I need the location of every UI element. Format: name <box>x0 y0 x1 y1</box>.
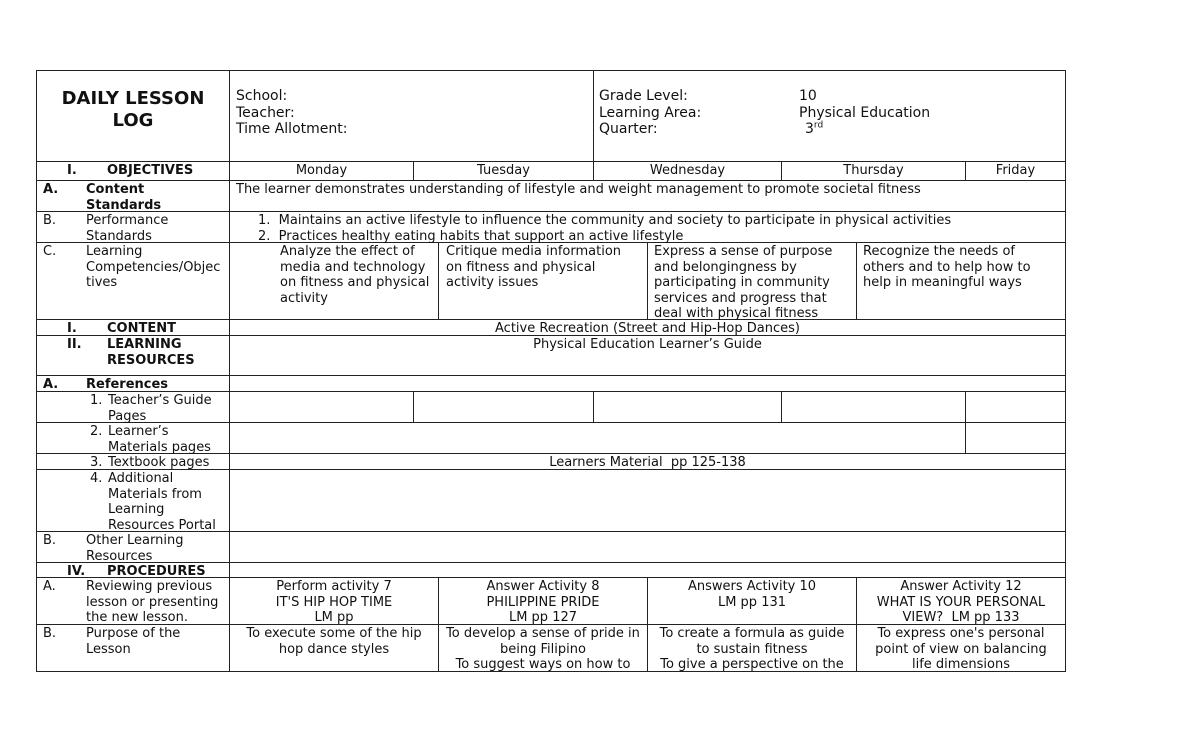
row-line <box>36 375 1066 376</box>
label-line: Learner’s <box>108 424 169 439</box>
text-line: help in meaningful ways <box>863 275 1022 290</box>
page-title <box>37 88 229 132</box>
text-line: IT'S HIP HOP TIME <box>275 594 393 610</box>
label-line: the new lesson. <box>86 610 188 625</box>
day-thursday: Thursday <box>843 163 904 178</box>
teachers-guide-label <box>108 393 212 424</box>
label-line: Learning <box>86 244 143 259</box>
content-label: CONTENT <box>107 321 176 336</box>
label-line: Pages <box>108 408 147 424</box>
learning-area-value: Physical Education <box>799 104 931 121</box>
label-line: Purpose of the <box>86 626 181 641</box>
label-line: Standards <box>86 228 152 244</box>
text-line: To execute some of the hip <box>246 626 422 641</box>
label-line: Standards <box>86 197 162 213</box>
text-line: others and to help how to <box>863 259 1031 275</box>
teacher-label: Teacher: <box>236 104 295 121</box>
text-line: To create a formula as guide <box>659 626 845 641</box>
label-line: Teacher’s Guide <box>108 393 212 408</box>
title-line: DAILY LESSON <box>61 88 205 109</box>
label-line: tives <box>86 275 118 290</box>
purpose-monday <box>230 626 438 657</box>
learning-resources-value: Physical Education Learner’s Guide <box>533 337 762 352</box>
text-line: LM pp 131 <box>717 594 787 610</box>
row-line <box>36 319 1066 320</box>
objectives-label: OBJECTIVES <box>107 163 194 178</box>
text-line: LM pp <box>314 610 354 625</box>
label-line: Competencies/Objec <box>86 259 221 275</box>
text-line: To express one's personal <box>877 626 1045 641</box>
additional-materials-label <box>108 471 216 533</box>
list-item-num: 2. <box>258 228 271 244</box>
label-line: Materials pages <box>108 439 211 455</box>
review-label <box>86 579 218 626</box>
col-line <box>781 391 782 423</box>
quarter-ordinal: rd <box>813 120 824 131</box>
performance-standards-letter: B. <box>43 213 57 228</box>
performance-standards-label <box>86 213 168 244</box>
references-label: References <box>86 377 169 392</box>
other-resources-letter: B. <box>43 533 57 548</box>
grade-info-values <box>799 88 930 138</box>
teachers-guide-num: 1. <box>90 393 103 408</box>
purpose-label <box>86 626 180 657</box>
text-line: activity issues <box>446 275 539 290</box>
day-tuesday: Tuesday <box>477 163 530 178</box>
purpose-letter: B. <box>43 626 57 641</box>
list-item-num: 1. <box>258 213 271 228</box>
text-line: To give a perspective on the <box>660 657 844 672</box>
col-line <box>856 242 857 320</box>
text-line: services and progress that <box>654 290 827 306</box>
text-line: Critique media information <box>446 244 622 259</box>
border-top <box>36 70 1066 71</box>
grade-level-label: Grade Level: <box>599 88 688 104</box>
text-line: being Filipino <box>500 641 586 657</box>
text-line: to sustain fitness <box>696 641 808 657</box>
references-letter: A. <box>43 377 59 392</box>
list-item <box>258 213 951 229</box>
text-line: VIEW? LM pp 133 <box>902 610 1020 625</box>
objectives-num: I. <box>67 163 77 178</box>
row-line <box>36 562 1066 563</box>
other-resources-label <box>86 533 183 564</box>
learning-resources-num: II. <box>67 337 82 352</box>
quarter-number: 3 <box>805 121 814 137</box>
text-line: and belongingness by <box>654 259 797 275</box>
quarter-value <box>799 121 930 138</box>
school-label: School: <box>236 88 288 104</box>
label-line: Other Learning <box>86 533 184 548</box>
purpose-thursday <box>857 626 1065 673</box>
text-line: Answer Activity 8 <box>486 579 600 594</box>
col-line <box>593 70 594 162</box>
learning-resources-label <box>107 337 195 368</box>
title-line: LOG <box>112 110 154 131</box>
procedures-num: IV. <box>67 564 86 579</box>
list-item-text: Maintains an active lifestyle to influence the community and society to participate in physical activities <box>278 213 952 228</box>
competency-monday <box>280 244 429 306</box>
row-line <box>36 211 1066 212</box>
competencies-letter: C. <box>43 244 57 259</box>
performance-standards-list <box>258 213 951 244</box>
label-line: Reviewing previous <box>86 579 213 594</box>
text-line: Recognize the needs of <box>863 244 1015 259</box>
label-line: Performance <box>86 213 169 228</box>
textbook-value: Learners Material pp 125-138 <box>549 455 746 470</box>
label-line: Additional <box>108 471 174 486</box>
review-thursday <box>857 579 1065 626</box>
purpose-tuesday <box>439 626 647 673</box>
textbook-label: Textbook pages <box>108 455 210 470</box>
learning-area-label: Learning Area: <box>599 104 702 121</box>
text-line: Express a sense of purpose <box>654 244 833 259</box>
review-letter: A. <box>43 579 56 594</box>
text-line: deal with physical fitness <box>654 306 819 321</box>
content-value: Active Recreation (Street and Hip-Hop Dances) <box>495 321 800 336</box>
col-line <box>965 391 966 423</box>
textbook-num: 3. <box>90 455 103 470</box>
text-line: on fitness and physical <box>280 275 430 290</box>
text-line: Answers Activity 10 <box>687 579 817 594</box>
text-line: WHAT IS YOUR PERSONAL <box>876 594 1046 610</box>
review-monday <box>230 579 438 626</box>
grade-info-labels <box>599 88 701 138</box>
label-line: lesson or presenting <box>86 594 219 610</box>
time-allotment-label: Time Allotment: <box>236 121 348 137</box>
text-line: on fitness and physical <box>446 259 596 275</box>
list-item <box>258 229 951 245</box>
label-line: LEARNING <box>107 337 182 352</box>
review-tuesday <box>439 579 647 626</box>
text-line: To suggest ways on how to <box>455 657 631 672</box>
text-line: PHILIPPINE PRIDE <box>486 594 600 610</box>
label-line: RESOURCES <box>107 352 195 368</box>
row-line <box>36 180 1066 181</box>
school-info <box>236 88 347 138</box>
row-line <box>36 391 1066 392</box>
competency-thursday <box>863 244 1031 291</box>
col-line <box>647 242 648 320</box>
text-line: LM pp 127 <box>508 610 578 625</box>
purpose-wednesday <box>648 626 856 673</box>
text-line: hop dance styles <box>278 641 390 657</box>
label-line: Content <box>86 182 145 197</box>
additional-materials-num: 4. <box>90 471 103 486</box>
content-standards-label <box>86 182 161 213</box>
col-line <box>438 242 439 320</box>
review-wednesday <box>648 579 856 610</box>
label-line: Learning <box>108 502 165 517</box>
label-line: Resources <box>86 548 153 564</box>
learners-materials-num: 2. <box>90 424 103 439</box>
text-line: Perform activity 7 <box>276 579 392 594</box>
col-line <box>413 391 414 423</box>
day-wednesday: Wednesday <box>649 163 726 178</box>
day-friday: Friday <box>995 163 1036 178</box>
content-standards-letter: A. <box>43 182 59 197</box>
label-line: Resources Portal <box>108 517 216 533</box>
text-line: point of view on balancing <box>875 641 1047 657</box>
row-line <box>36 161 1066 162</box>
procedures-label: PROCEDURES <box>107 564 206 579</box>
label-line: Lesson <box>86 641 131 657</box>
competency-tuesday <box>446 244 621 291</box>
list-item-text: Practices healthy eating habits that support an active lifestyle <box>278 228 684 244</box>
col-line <box>965 422 966 454</box>
text-line: Answer Activity 12 <box>900 579 1022 594</box>
competencies-label <box>86 244 220 291</box>
text-line: media and technology <box>280 259 426 275</box>
competency-wednesday <box>654 244 832 322</box>
grade-level-value: 10 <box>799 88 817 104</box>
day-monday: Monday <box>295 163 348 178</box>
learners-materials-label <box>108 424 211 455</box>
text-line: life dimensions <box>911 657 1011 672</box>
quarter-label: Quarter: <box>599 121 658 137</box>
content-num: I. <box>67 321 77 336</box>
label-line: Materials from <box>108 486 202 502</box>
text-line: participating in community <box>654 275 830 290</box>
col-line <box>593 391 594 423</box>
text-line: To develop a sense of pride in <box>446 626 640 641</box>
text-line: Analyze the effect of <box>280 244 415 259</box>
text-line: activity <box>280 290 328 306</box>
content-standards-text: The learner demonstrates understanding of lifestyle and weight management to promote societal fitness <box>236 182 921 197</box>
